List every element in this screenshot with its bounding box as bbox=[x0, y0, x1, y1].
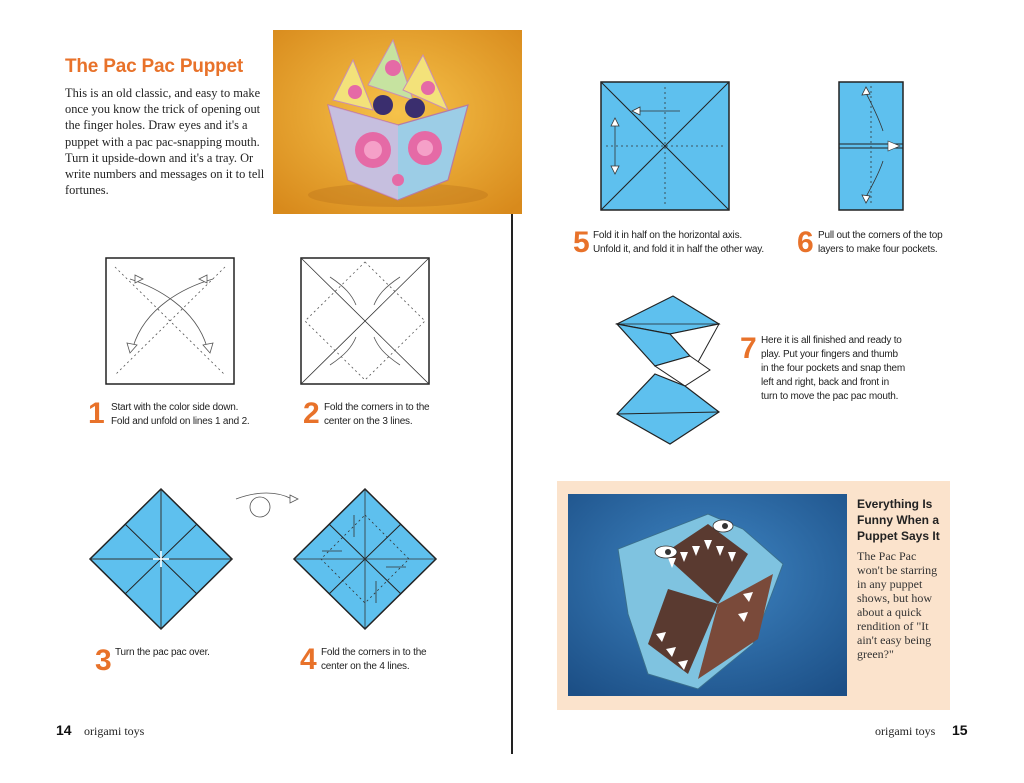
step-3-diagram bbox=[88, 487, 234, 631]
step-5-diagram bbox=[600, 81, 730, 211]
step-4-line-2: center on the 4 lines. bbox=[321, 661, 410, 672]
step-7-diagram bbox=[615, 294, 725, 446]
shark-puppet-photo bbox=[568, 494, 847, 696]
step-5-text bbox=[593, 229, 764, 257]
step-7-line-3: in the four pockets and snap them bbox=[761, 363, 906, 374]
step-6-number: 6 bbox=[797, 226, 814, 259]
step-2-line-1: Fold the corners in to the bbox=[324, 402, 430, 413]
step-6-diagram bbox=[838, 81, 904, 211]
step-7-line-2: play. Put your fingers and thumb bbox=[761, 349, 898, 360]
step-2-number: 2 bbox=[303, 397, 320, 430]
right-running-title: origami toys bbox=[875, 724, 936, 738]
step-6-text bbox=[818, 229, 942, 257]
step-4-line-1: Fold the corners in to the bbox=[321, 647, 427, 658]
step-7-line-4: left and right, back and front in bbox=[761, 377, 889, 388]
step-4-diagram bbox=[292, 487, 438, 631]
sidebar-body-text: The Pac Pac won't be starring in any puppet shows, but how about a quick rendition of "It ain't easy being green?" bbox=[857, 549, 938, 661]
step-2-diagram bbox=[300, 257, 430, 385]
right-page-number: 15 bbox=[952, 722, 968, 738]
step-7-number: 7 bbox=[740, 332, 757, 365]
step-7-text bbox=[761, 334, 905, 404]
step-5-line-1: Fold it in half on the horizontal axis. bbox=[593, 230, 742, 241]
step-7-line-1: Here it is all finished and ready to bbox=[761, 335, 902, 346]
step-1-diagram bbox=[105, 257, 235, 385]
page-title: The Pac Pac Puppet bbox=[65, 56, 244, 77]
step-2-line-2: center on the 3 lines. bbox=[324, 416, 413, 427]
step-1-text bbox=[111, 401, 250, 429]
sidebar-heading-line-3: Puppet Says It bbox=[857, 529, 940, 543]
step-6-line-1: Pull out the corners of the top bbox=[818, 230, 943, 241]
step-1-number: 1 bbox=[88, 397, 105, 430]
sidebar-heading-line-1: Everything Is bbox=[857, 497, 933, 511]
pac-pac-photo bbox=[273, 30, 522, 214]
step-1-line-1: Start with the color side down. bbox=[111, 402, 239, 413]
step-3-text bbox=[115, 646, 210, 660]
step-1-line-2: Fold and unfold on lines 1 and 2. bbox=[111, 416, 250, 427]
step-5-line-2: Unfold it, and fold it in half the other way. bbox=[593, 244, 764, 255]
step-4-text bbox=[321, 646, 426, 674]
sidebar-heading-line-2: Funny When a bbox=[857, 513, 939, 527]
left-page-number: 14 bbox=[56, 722, 72, 738]
step-7-line-5: turn to move the pac pac mouth. bbox=[761, 391, 899, 402]
intro-paragraph: This is an old classic, and easy to make once you know the trick of opening out the finger holes. Draw eyes and it's a puppet with a pac pac-snapping mouth. Turn it upside-down and it's a tray. Or write numbers and messages on it to tell fortunes. bbox=[65, 86, 265, 198]
step-6-line-2: layers to make four pockets. bbox=[818, 244, 938, 255]
step-5-number: 5 bbox=[573, 226, 590, 259]
step-2-text bbox=[324, 401, 429, 429]
step-3-line-1: Turn the pac pac over. bbox=[115, 647, 210, 658]
sidebar-heading bbox=[857, 496, 949, 544]
step-4-number: 4 bbox=[300, 643, 317, 676]
left-running-title: origami toys bbox=[84, 724, 145, 738]
step-3-number: 3 bbox=[95, 644, 112, 677]
